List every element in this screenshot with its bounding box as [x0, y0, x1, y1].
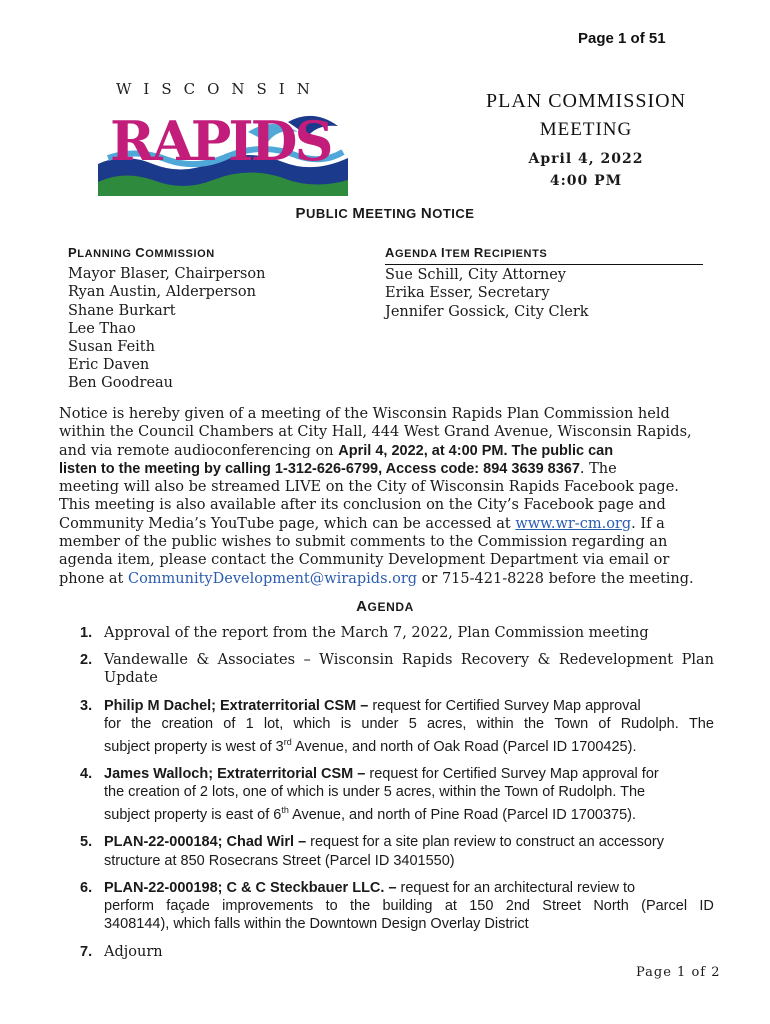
list-item: Eric Daven — [68, 357, 150, 374]
list-item: Shane Burkart — [68, 302, 176, 319]
agenda-item-recipients-heading: AGENDA ITEM RECIPIENTS — [385, 244, 703, 265]
list-item: Susan Feith — [68, 339, 155, 356]
word: 1 — [245, 715, 254, 732]
agenda-item-7: 7. Adjourn — [80, 943, 163, 960]
word: lot, — [263, 715, 284, 732]
word: of — [223, 715, 236, 732]
agenda-item-6: 6. PLAN-22-000198; C & C Steckbauer LLC. – request for an architectural review to perform façade improvements to the building at 150 2nd Street North (Parcel ID 3408144), which falls within the Downtown Design Overlay District — [80, 879, 714, 933]
meeting-subtitle: MEETING — [539, 119, 633, 140]
footer-page-number: Page 1 of 2 — [636, 965, 721, 980]
word: of — [598, 715, 611, 732]
logo-top-text: WISCONSIN — [116, 80, 322, 98]
list-item: Sue Schill, City Attorney — [385, 267, 566, 284]
word: Plan — [681, 652, 714, 669]
word: the — [349, 898, 371, 915]
agenda-item-3: 3. Philip M Dachel; Extraterritorial CSM – request for Certified Survey Map approval for the creation of 1 lot, which is under 5 acres, within the Town of Rudolph. The subject property is west of 3rd Avenue, and north of Oak Road (Parcel ID 1700425). — [80, 697, 714, 755]
word: – — [303, 652, 311, 669]
logo-main-text: RAPIDS — [110, 109, 331, 173]
planning-commission-heading: PLANNING COMMISSION — [68, 245, 215, 260]
word: creation — [161, 715, 214, 732]
word: Redevelopment — [558, 652, 674, 669]
agenda-list — [80, 624, 714, 970]
word: improvements — [222, 898, 314, 915]
word: which — [293, 715, 331, 732]
word: & — [537, 652, 551, 669]
word: perform — [104, 898, 154, 915]
word: the — [131, 715, 152, 732]
meeting-title-block — [470, 90, 702, 189]
word: 150 — [469, 898, 494, 915]
meeting-date: April 4, 2022 — [528, 151, 644, 167]
word: The — [688, 715, 714, 732]
word: Associates — [217, 652, 296, 669]
word: is — [340, 715, 352, 732]
agenda-item-4: 4. James Walloch; Extraterritorial CSM – request for Certified Survey Map approval for the creation of 2 lots, one of which is under 5 acres, within the Town of Rudolph. The subject property is east of 6th Avenue, and north of Pine Road (Parcel ID 1700375). — [80, 766, 659, 824]
planning-commission-list — [68, 244, 368, 393]
agenda-heading: AGENDA — [356, 598, 414, 615]
list-item: Mayor Blaser, Chairperson — [68, 266, 266, 283]
list-item: Ben Goodreau — [68, 375, 174, 392]
word: Rudolph. — [620, 715, 679, 732]
word: to — [325, 898, 338, 915]
agenda-item-2: 2. Vandewalle & Associates – Wisconsin Rapids Recovery & Redevelopment Plan Update — [80, 652, 714, 687]
word: at — [444, 898, 457, 915]
public-meeting-notice-heading: PUBLIC MEETING NOTICE — [295, 205, 475, 222]
word: ID — [699, 898, 714, 915]
word: building — [382, 898, 433, 915]
agenda-item-recipients-list — [385, 244, 703, 321]
list-item: Erika Esser, Secretary — [385, 285, 550, 302]
word: North — [593, 898, 629, 915]
agenda-item-1: 1. Approval of the report from the March 7, 2022, Plan Commission meeting — [80, 625, 649, 641]
logo-graphic — [98, 102, 348, 196]
word: for — [104, 715, 121, 732]
word: 2nd — [505, 898, 530, 915]
word: under — [361, 715, 399, 732]
wr-cm-link[interactable]: www.wr-cm.org — [515, 515, 632, 532]
notice-paragraph: Notice is hereby given of a meeting of the Wisconsin Rapids Plan Commission held within the Council Chambers at City Hall, 444 West Grand Avenue, Wisconsin Rapids, and via remote audioconferencing on April 4, 2022, at 4:00 PM. The public can listen to the meeting by calling 1-312-626-6799, Access code: 894 3639 8367. The meeting will also be streamed LIVE on the City of Wisconsin Rapids Facebook page. This meeting is also available after its conclusion on the City’s Facebook page and Community Media’s YouTube page, which can be accessed at www.wr-cm.org. If a member of the public wishes to submit comments to the Commission regarding an agenda item, please contact the Community Development Department via email or phone at CommunityDevelopment@wirapids.org or 715-421-8228 before the meeting. — [59, 406, 694, 587]
word: Wisconsin — [319, 652, 394, 669]
word: the — [523, 715, 545, 732]
list-item: Ryan Austin, Alderperson — [68, 284, 256, 301]
word: & — [196, 652, 210, 669]
word: Recovery — [460, 652, 530, 669]
word: acres, — [426, 715, 467, 732]
word: Vandewalle — [104, 652, 188, 669]
word: 5 — [408, 715, 417, 732]
meeting-time: 4:00 PM — [549, 173, 623, 189]
word: Rapids — [401, 652, 453, 669]
city-logo — [98, 78, 348, 196]
community-development-email-link[interactable]: CommunityDevelopment@wirapids.org — [127, 570, 418, 587]
word: façade — [166, 898, 210, 915]
word: (Parcel — [641, 898, 688, 915]
word: Street — [542, 898, 581, 915]
word: within — [476, 715, 514, 732]
agenda-item-5: 5. PLAN-22-000184; Chad Wirl – request for a site plan review to construct an accessory structure at 850 Rosecrans Street (Parcel ID 3401550) — [80, 834, 664, 869]
word: Town — [554, 715, 589, 732]
meeting-title: PLAN COMMISSION — [485, 90, 687, 112]
page-counter: Page 1 of 51 — [578, 30, 666, 47]
list-item: Lee Thao — [68, 320, 136, 337]
list-item: Jennifer Gossick, City Clerk — [385, 303, 589, 320]
